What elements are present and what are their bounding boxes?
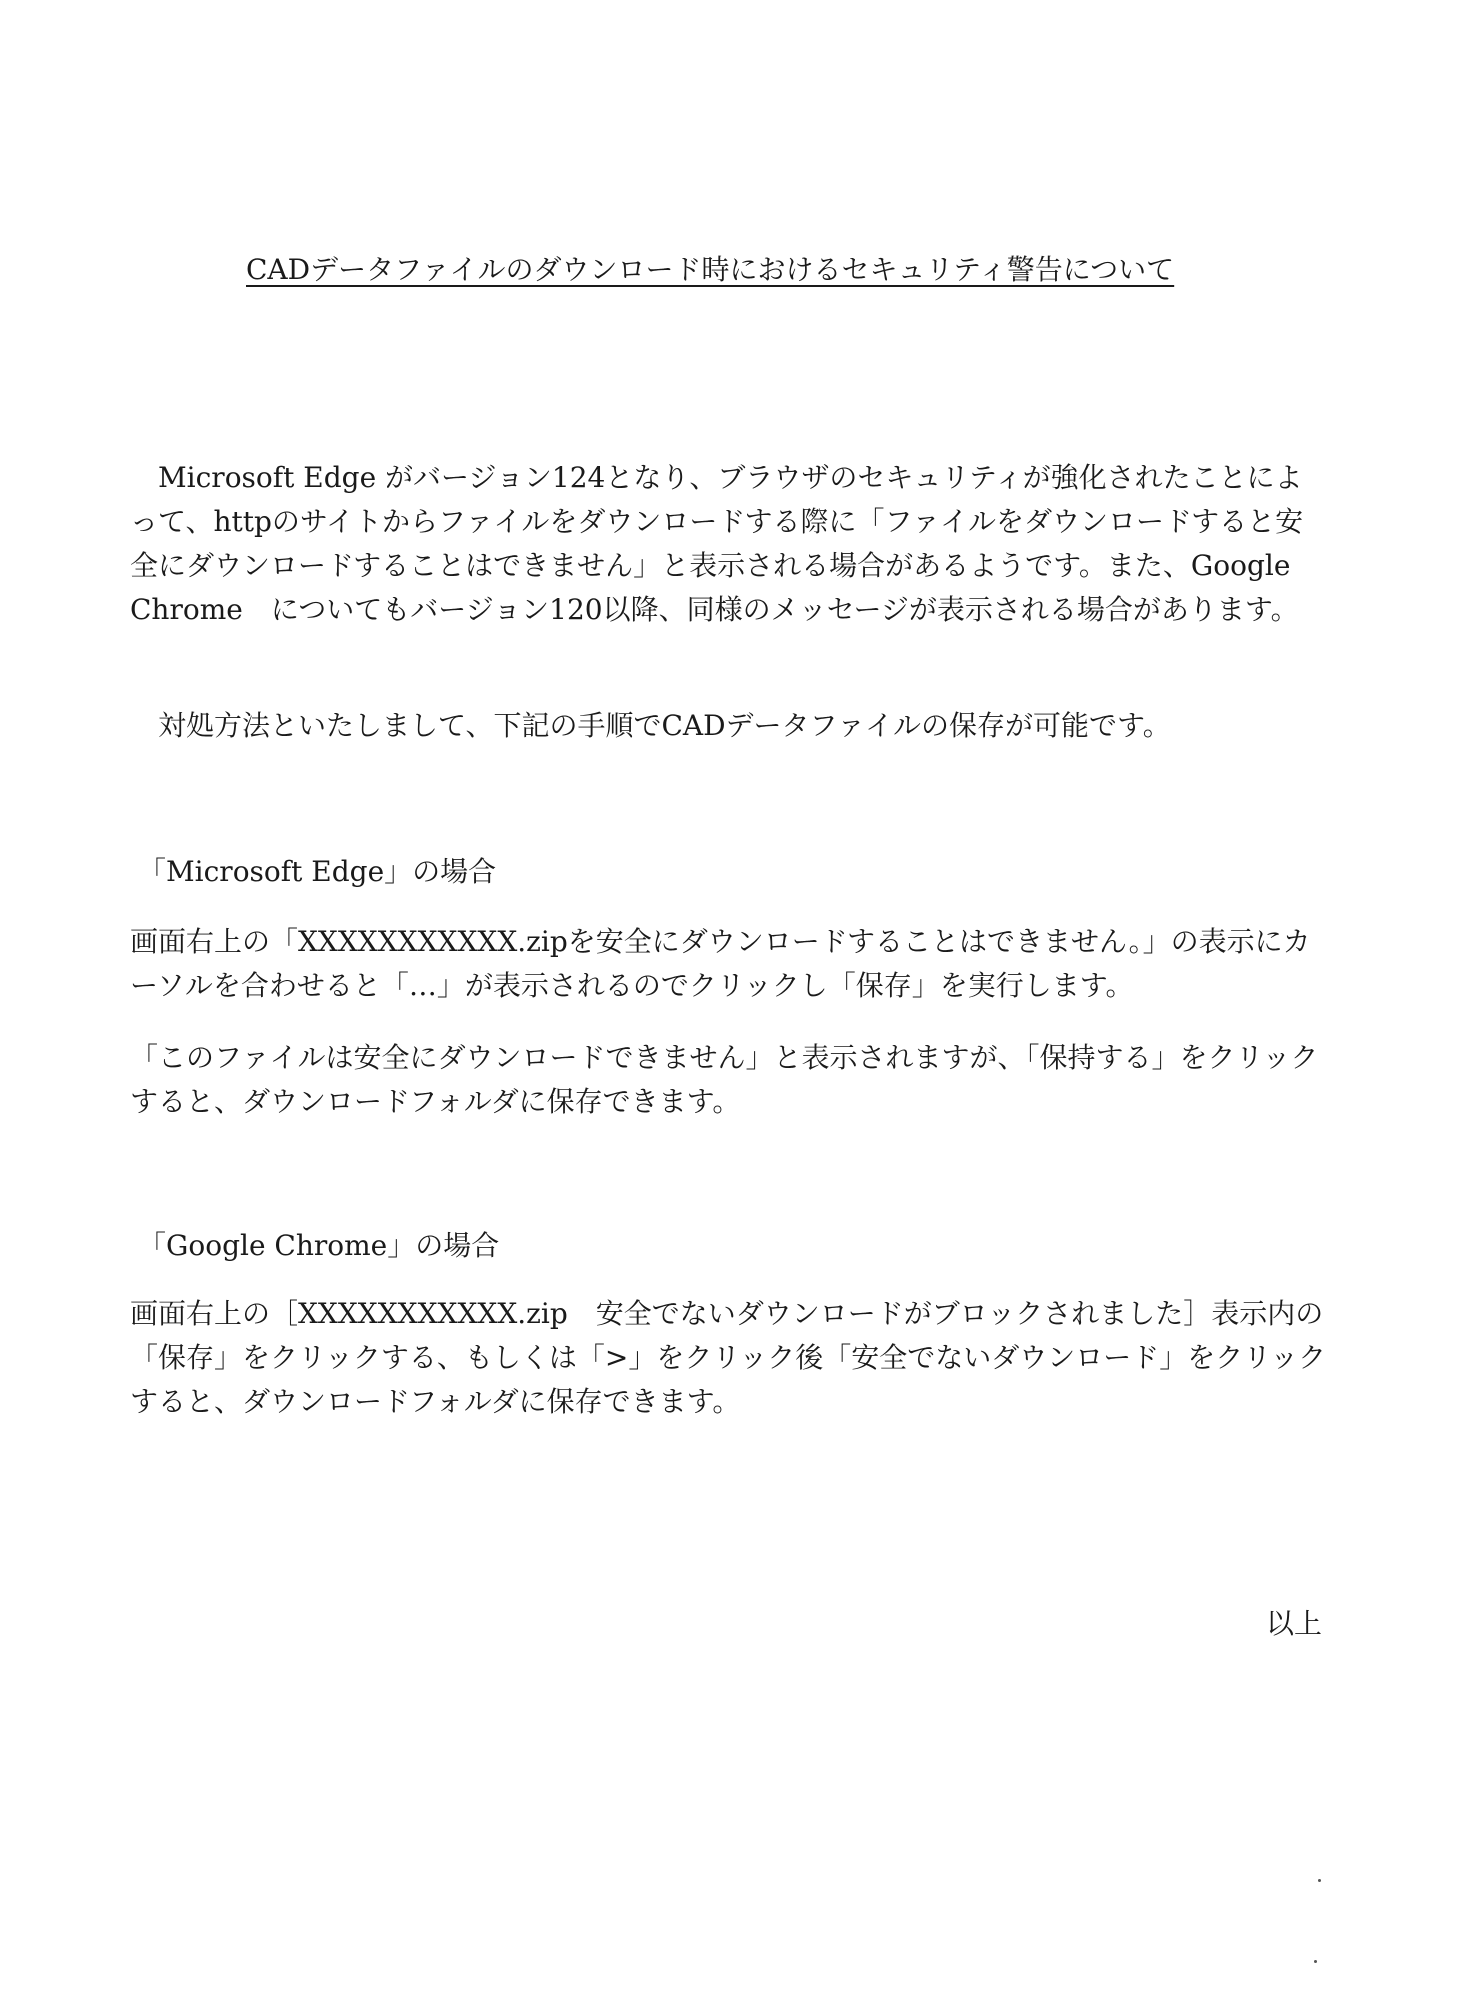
intro-paragraph: Microsoft Edge がバージョン124となり、ブラウザのセキュリティが強化されたことによって、httpのサイトからファイルをダウンロードする際に「ファイルをダウンロードすると安全にダウンロードすることはできません」と表示される場合があるようです。また、Google Chrome についてもバージョン120以降、同様のメッセージが表示される場合があります。 [130, 461, 1304, 626]
scan-speck [1318, 1879, 1321, 1882]
chrome-step-1: 画面右上の［XXXXXXXXXXX.zip 安全でないダウンロードがブロックされました］表示内の「保存」をクリックする、もしくは「>」をクリック後「安全でないダウンロード」をクリックすると、ダウンロードフォルダに保存できます。 [130, 1297, 1327, 1418]
closing-mark: 以上 [1265, 1607, 1322, 1640]
remedy-paragraph: 対処方法といたしまして、下記の手順でCADデータファイルの保存が可能です。 [158, 709, 1171, 742]
edge-section-heading: 「Microsoft Edge」の場合 [138, 855, 497, 888]
scan-speck [1314, 1960, 1317, 1963]
edge-step-2: 「このファイルは安全にダウンロードできません」と表示されますが、「保持する」をクリックすると、ダウンロードフォルダに保存できます。 [130, 1041, 1319, 1118]
document-title: CADデータファイルのダウンロード時におけるセキュリティ警告について [246, 253, 1175, 286]
edge-step-1: 画面右上の「XXXXXXXXXXX.zipを安全にダウンロードすることはできません。」の表示にカーソルを合わせると「…」が表示されるのでクリックし「保存」を実行します。 [130, 925, 1311, 1002]
chrome-section-heading: 「Google Chrome」の場合 [138, 1229, 500, 1262]
